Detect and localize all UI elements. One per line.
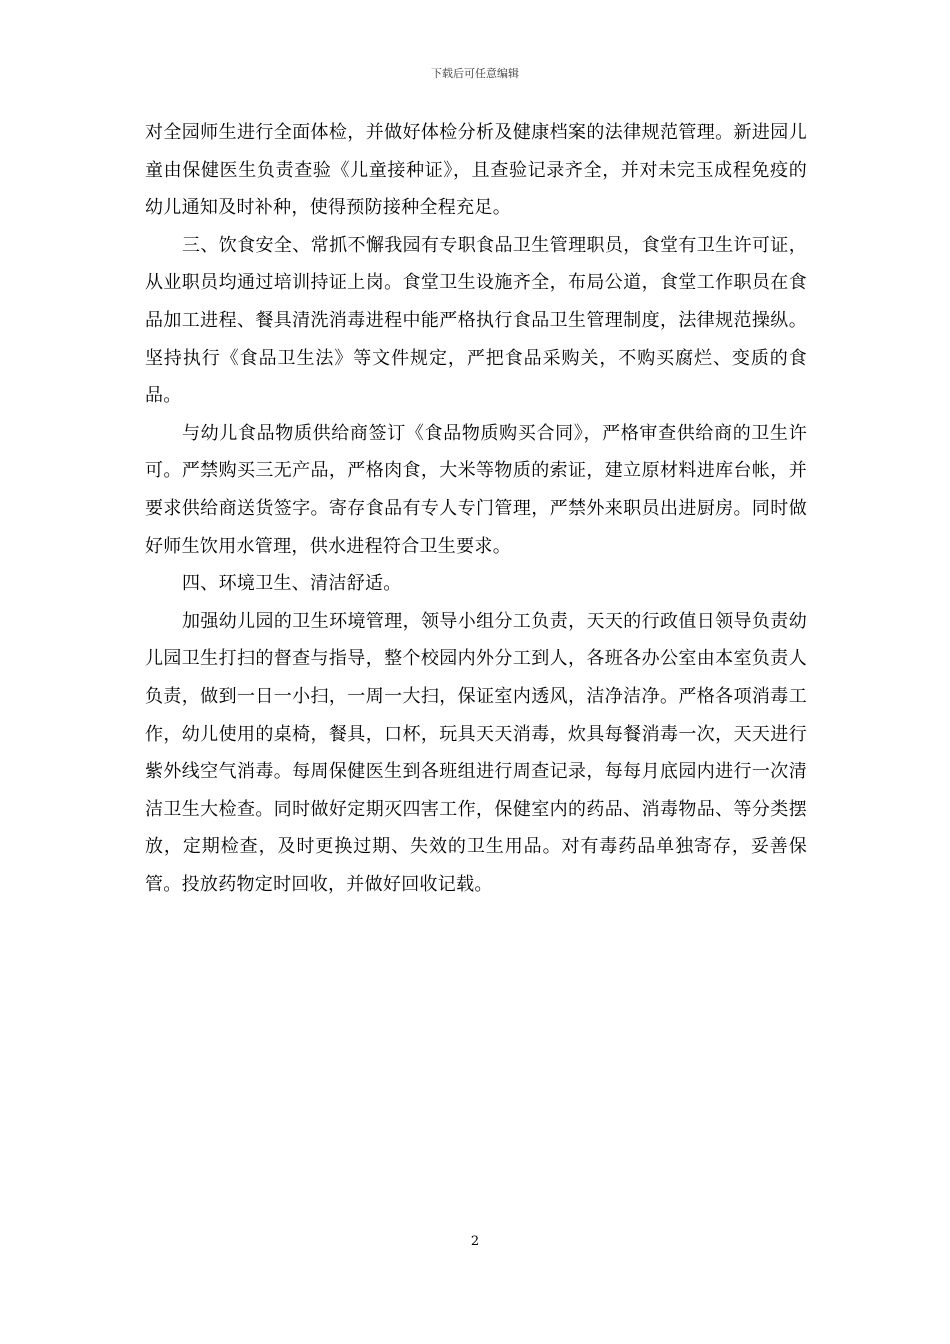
paragraph-food-safety: 三、饮食安全、常抓不懈我园有专职食品卫生管理职员，食堂有卫生许可证，从业职员均通过培训持证上岗。食堂卫生设施齐全，布局公道，食堂工作职员在食品加工进程、餐具清洗消毒进程中能严格执行食品卫生管理制度，法律规范操纵。坚持执行《食品卫生法》等文件规定，严把食品采购关，不购买腐烂、变质的食品。 [145,234,807,407]
document-body [145,114,807,903]
paragraph-environment-management: 加强幼儿园的卫生环境管理，领导小组分工负责，天天的行政值日领导负责幼儿园卫生打扫的督查与指导，整个校园内外分工到人，各班各办公室由本室负责人负责，做到一日一小扫，一周一大扫，保证室内透风，洁净洁净。严格各项消毒工作，幼儿使用的桌椅，餐具，口杯，玩具天天消毒，炊具每餐消毒一次，天天进行紫外线空气消毒。每周保健医生到各班组进行周查记录，每每月底园内进行一次清洁卫生大检查。同时做好定期灭四害工作，保健室内的药品、消毒物品、等分类摆放，定期检查，及时更换过期、失效的卫生用品。对有毒药品单独寄存，妥善保管。投放药物定时回收，并做好回收记载。 [145,610,807,895]
paragraph-health-checkup: 对全园师生进行全面体检，并做好体检分析及健康档案的法律规范管理。新进园儿童由保健医生负责查验《儿童接种证》，且查验记录齐全，并对未完玉成程免疫的幼儿通知及时补种，使得预防接种全程充足。 [145,122,807,219]
section-heading-environment: 四、环境卫生、清洁舒适。 [182,573,402,595]
page-number: 2 [470,1234,480,1249]
page-header: 下载后可任意编辑 [431,67,519,80]
paragraph-supplier-contract: 与幼儿食品物质供给商签订《食品物质购买合同》，严格审查供给商的卫生许可。严禁购买三无产品，严格肉食，大米等物质的索证，建立原材料进库台帐，并要求供给商送货签字。寄存食品有专人专门管理，严禁外来职员出进厨房。同时做好师生饮用水管理，供水进程符合卫生要求。 [145,422,807,557]
